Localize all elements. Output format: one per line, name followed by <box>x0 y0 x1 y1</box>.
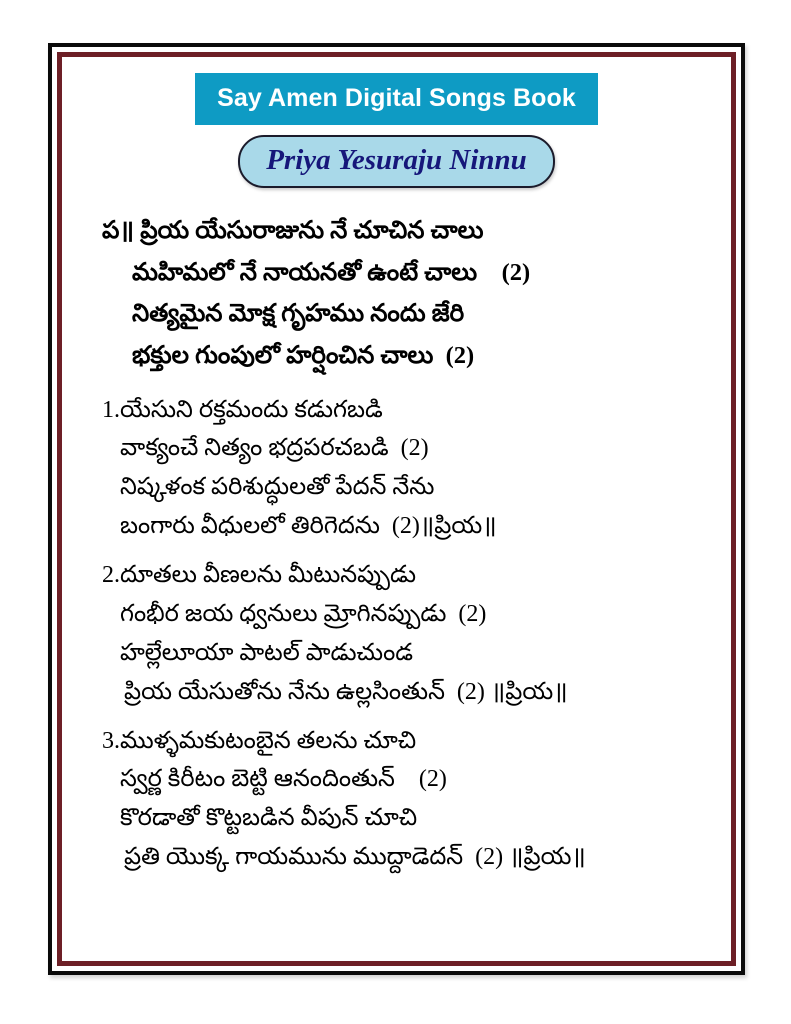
lyric-line: హల్లేలూయా పాటల్ పాడుచుండ <box>120 639 413 666</box>
lyric-line: 3.ముళ్ళమకుటంబైన తలను చూచి <box>102 727 417 754</box>
app-title-banner: Say Amen Digital Songs Book <box>195 73 598 125</box>
stanza-charanam <box>102 391 719 547</box>
lyric-line: ప॥ ప్రియ యేసురాజును నే చూచిన చాలు <box>102 217 484 244</box>
lyrics-body <box>62 210 731 877</box>
page-content <box>62 57 731 961</box>
lyric-line: వాక్యంచే నిత్యం భద్రపరచబడి (2) <box>120 435 429 462</box>
lyric-line: మహిమలో నే నాయనతో ఉంటే చాలు (2) <box>132 258 531 286</box>
lyric-line: బంగారు వీధులలో తిరిగెదను (2)॥ప్రియ॥ <box>120 513 497 540</box>
lyric-line: 1.యేసుని రక్తమందు కడుగబడి <box>102 396 383 423</box>
stanza-charanam <box>102 556 719 712</box>
lyric-line: నిత్యమైన మోక్ష గృహము నందు జేరి <box>132 300 465 328</box>
page-frame <box>48 43 745 975</box>
lyric-line: 2.దూతలు వీణలను మీటునప్పుడు <box>102 562 417 589</box>
lyric-line: కొరడాతో కొట్టబడిన వీపున్ చూచి <box>120 805 418 832</box>
lyric-line: స్వర్ణ కిరీటం బెట్టి ఆనందింతున్ (2) <box>120 766 447 793</box>
song-title-pill: Priya Yesuraju Ninnu <box>238 135 555 188</box>
header-banner-row <box>62 73 731 125</box>
stanza-charanam <box>102 722 719 878</box>
lyric-line: గంభీర జయ ధ్వనులు మ్రోగినప్పుడు (2) <box>120 600 487 627</box>
lyric-line: నిష్కళంక పరిశుద్ధులతో పేదన్ నేను <box>120 474 435 501</box>
lyric-line: ప్రతి యొక్క గాయమును ముద్దాడెదన్ (2) ॥ప్రియ॥ <box>124 844 586 871</box>
lyric-line: ప్రియ యేసుతోను నేను ఉల్లసింతున్ (2) ॥ప్రియ॥ <box>124 678 568 705</box>
stanza-pallavi <box>102 210 719 377</box>
lyric-line: భక్తుల గుంపులో హర్షించిన చాలు (2) <box>132 341 475 369</box>
page-frame-inner-border <box>57 52 736 966</box>
song-title-row <box>62 135 731 188</box>
